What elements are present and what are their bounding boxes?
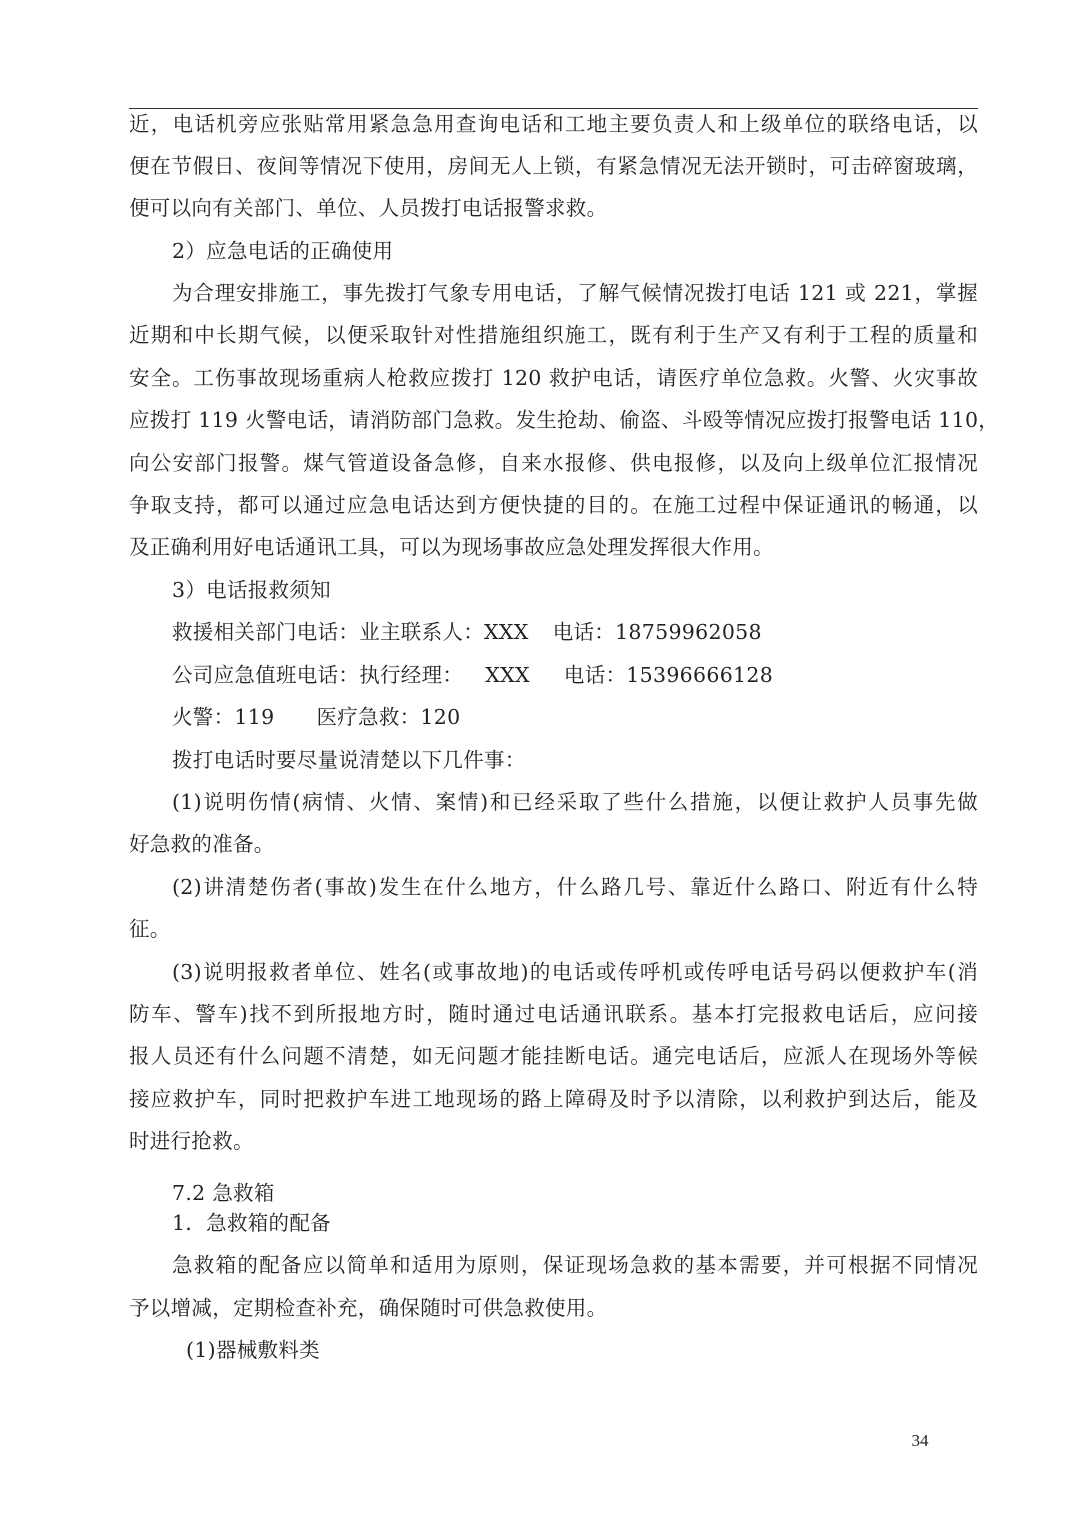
section-heading: 3）电话报救须知 bbox=[172, 578, 331, 602]
paragraph-line: 应拨打 119 火警电话，请消防部门急救。发生抢劫、偷盗、斗殴等情况应拨打报警电话 110， bbox=[129, 408, 1000, 432]
paragraph-line: 为合理安排施工，事先拨打气象专用电话，了解气候情况拨打电话 121 或 221，掌握 bbox=[172, 281, 978, 305]
duty-contact-phone: 电话：15396666128 bbox=[563, 663, 774, 687]
duty-contact-name: XXX bbox=[485, 663, 530, 687]
list-item-line: 接应救护车，同时把救护车进工地现场的路上障碍及时予以清除，以利救护到达后，能及 bbox=[129, 1087, 978, 1111]
list-item-line: (3)说明报救者单位、姓名(或事故地)的电话或传呼机或传呼电话号码以便救护车(消 bbox=[172, 960, 978, 984]
list-item-line: 防车、警车)找不到所报地方时，随时通过电话通讯联系。基本打完报救电话后，应问接 bbox=[129, 1002, 978, 1026]
list-item-line: 好急救的准备。 bbox=[129, 832, 275, 856]
paragraph-line: 近期和中长期气候，以便采取针对性措施组织施工，既有利于生产又有利于工程的质量和 bbox=[129, 323, 978, 347]
contact-line-emergency bbox=[172, 702, 978, 732]
section-heading: 2）应急电话的正确使用 bbox=[172, 239, 394, 263]
list-item-line: (1)说明伤情(病情、火情、案情)和已经采取了些什么措施，以便让救护人员事先做 bbox=[172, 790, 978, 814]
paragraph-line: 争取支持，都可以通过应急电话达到方便快捷的目的。在施工过程中保证通讯的畅通，以 bbox=[129, 493, 978, 517]
paragraph-line: 向公安部门报警。煤气管道设备急修，自来水报修、供电报修，以及向上级单位汇报情况 bbox=[129, 451, 978, 475]
paragraph-line: 近，电话机旁应张贴常用紧急急用查询电话和工地主要负责人和上级单位的联络电话，以 bbox=[129, 112, 978, 136]
paragraph-line: 拨打电话时要尽量说清楚以下几件事： bbox=[172, 748, 526, 772]
paragraph-line: 急救箱的配备应以简单和适用为原则，保证现场急救的基本需要，并可根据不同情况 bbox=[172, 1253, 978, 1277]
rescue-contact-label: 救援相关部门电话：业主联系人：XXX bbox=[172, 620, 529, 644]
page-number: 34 bbox=[911, 1431, 929, 1450]
section-title: 7.2 急救箱 bbox=[172, 1181, 275, 1205]
paragraph-line: 便在节假日、夜间等情况下使用，房间无人上锁，有紧急情况无法开锁时，可击碎窗玻璃， bbox=[129, 154, 978, 178]
duty-contact-label: 公司应急值班电话：执行经理： bbox=[172, 663, 464, 687]
list-heading: (1)器械敷料类 bbox=[186, 1338, 320, 1362]
list-item-line: (2)讲清楚伤者(事故)发生在什么地方，什么路几号、靠近什么路口、附近有什么特 bbox=[172, 875, 978, 899]
paragraph-line: 安全。工伤事故现场重病人枪救应拨打 120 救护电话，请医疗单位急救。火警、火灾事故 bbox=[129, 366, 978, 390]
contact-line-rescue bbox=[172, 617, 978, 647]
fire-number: 火警：119 bbox=[172, 705, 275, 729]
medical-number: 医疗急救：120 bbox=[316, 705, 461, 729]
paragraph-line: 予以增减，定期检查补充，确保随时可供急救使用。 bbox=[129, 1296, 608, 1320]
list-item-line: 报人员还有什么问题不清楚，如无问题才能挂断电话。通完电话后，应派人在现场外等候 bbox=[129, 1044, 978, 1068]
rescue-contact-phone: 电话：18759962058 bbox=[552, 620, 762, 644]
subsection-title: 1．急救箱的配备 bbox=[172, 1211, 331, 1235]
contact-line-duty bbox=[172, 660, 978, 690]
paragraph-line: 及正确利用好电话通讯工具，可以为现场事故应急处理发挥很大作用。 bbox=[129, 535, 774, 559]
paragraph-line: 便可以向有关部门、单位、人员拨打电话报警求救。 bbox=[129, 196, 608, 220]
list-item-line: 时进行抢救。 bbox=[129, 1129, 254, 1153]
list-item-line: 征。 bbox=[129, 917, 171, 941]
